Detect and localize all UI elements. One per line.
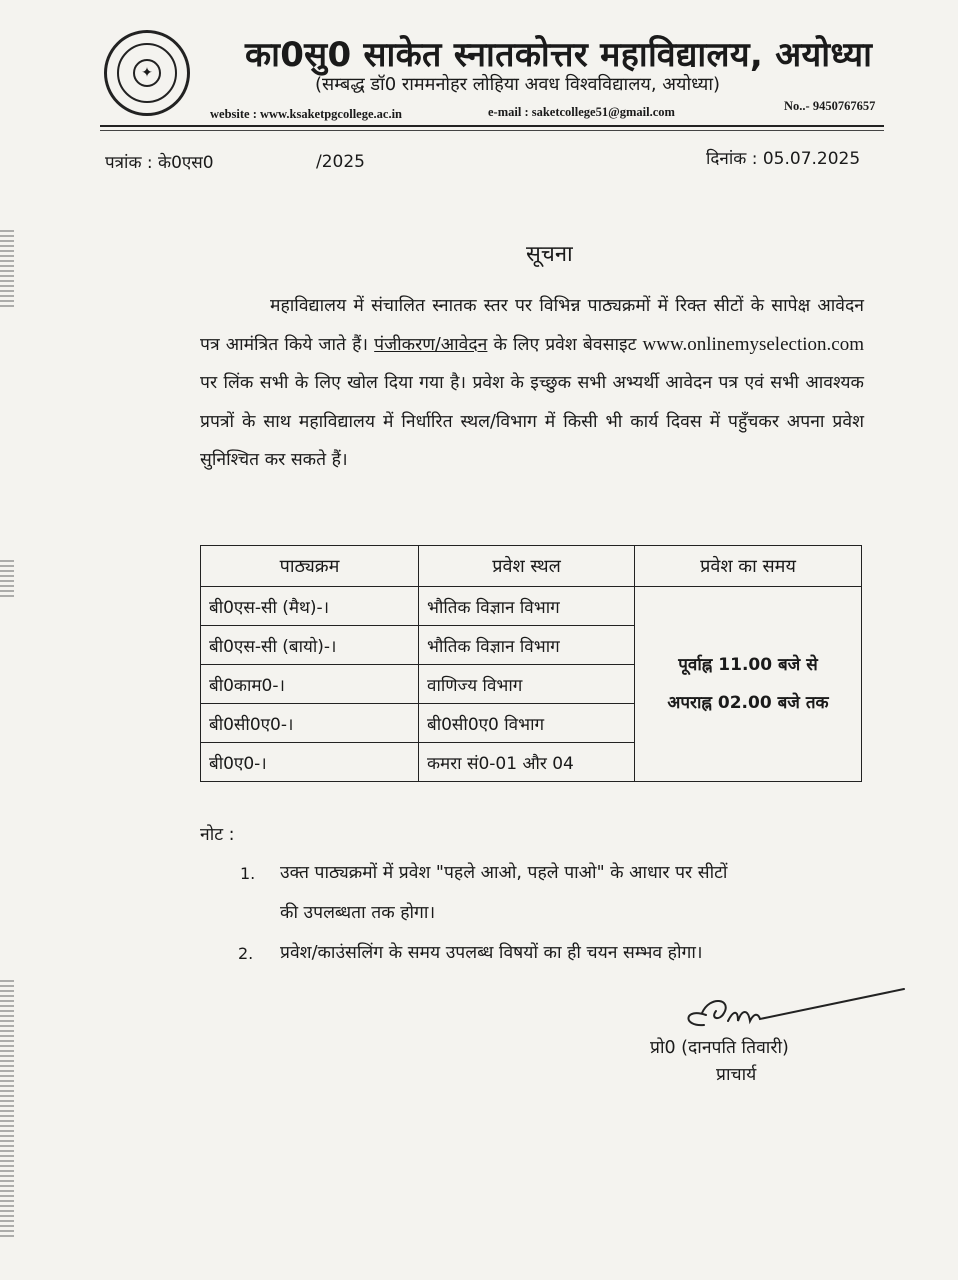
course-cell: बी0काम0-। — [201, 665, 419, 704]
scan-edge-mark — [0, 560, 14, 600]
venue-cell: कमरा सं0-01 और 04 — [419, 743, 635, 782]
reference-number: पत्रांक : के0एस0 — [105, 153, 214, 173]
paragraph-text: महाविद्यालय में संचालित स्नातक स्तर पर विभिन्न पाठ्यक्रमों में रिक्त सीटों के सापेक्ष आवेदन पत्र आमंत्रित किये जाते हैं। — [200, 296, 864, 355]
venue-cell: वाणिज्य विभाग — [419, 665, 635, 704]
affiliation: (सम्बद्ध डॉ0 राममनोहर लोहिया अवध विश्वविद्यालय, अयोध्या) — [315, 74, 721, 95]
course-cell: बी0एस-सी (बायो)-। — [201, 626, 419, 665]
note-number: 2. — [238, 944, 254, 963]
notice-paragraph — [200, 287, 864, 480]
paragraph-text: पर लिंक सभी के लिए खोल दिया गया है। प्रवेश के इच्छुक सभी अभ्यर्थी आवेदन पत्र एवं सभी आवश्यक प्रपत्रों के साथ महाविद्यालय में निर्धारित स्थल/विभाग में किसी भी कार्य दिवस में पहुँचकर अपना प्रवेश सुनिश्चित कर सकते हैं। — [200, 373, 864, 470]
course-cell: बी0एस-सी (मैथ)-। — [201, 587, 419, 626]
principal-designation: प्राचार्य — [716, 1065, 757, 1085]
venue-cell: भौतिक विज्ञान विभाग — [419, 626, 635, 665]
college-seal-logo: ✦ — [104, 30, 190, 116]
phone-number: No..- 9450767657 — [784, 99, 876, 113]
registration-underlined: पंजीकरण/आवेदन — [374, 334, 488, 355]
column-header-course: पाठ्यक्रम — [201, 546, 419, 587]
course-cell: बी0ए0-। — [201, 743, 419, 782]
time-cell — [635, 587, 862, 782]
venue-cell: भौतिक विज्ञान विभाग — [419, 587, 635, 626]
note-text: प्रवेश/काउंसलिंग के समय उपलब्ध विषयों का ही चयन सम्भव होगा। — [280, 943, 703, 963]
notice-title: सूचना — [526, 242, 573, 267]
table-row — [201, 587, 862, 626]
column-header-time: प्रवेश का समय — [635, 546, 862, 587]
venue-cell: बी0सी0ए0 विभाग — [419, 704, 635, 743]
reference-year: /2025 — [316, 152, 365, 172]
paragraph-text: के लिए प्रवेश बेवसाइट — [493, 334, 637, 355]
website: website : www.ksaketpgcollege.ac.in — [210, 107, 402, 121]
time-start: पूर्वाह्न 11.00 बजे से — [678, 655, 818, 675]
course-cell: बी0सी0ए0-। — [201, 704, 419, 743]
email: e-mail : saketcollege51@gmail.com — [488, 105, 675, 119]
note-text: उक्त पाठ्यक्रमों में प्रवेश "पहले आओ, पहले पाओ" के आधार पर सीटों — [280, 863, 728, 883]
principal-name: प्रो0 (दानपति तिवारी) — [650, 1038, 789, 1058]
admission-schedule-table — [200, 545, 862, 782]
header-rule — [100, 130, 884, 131]
time-end: अपराह्न 02.00 बजे तक — [667, 693, 829, 713]
scan-edge-mark — [0, 980, 14, 1240]
scan-edge-mark — [0, 230, 14, 310]
note-number: 1. — [240, 864, 256, 883]
note-text: की उपलब्धता तक होगा। — [280, 903, 436, 923]
notes-label: नोट : — [200, 825, 235, 845]
table-header-row — [201, 546, 862, 587]
college-name: का0सु0 साकेत स्नातकोत्तर महाविद्यालय, अयोध्या — [245, 35, 873, 75]
column-header-venue: प्रवेश स्थल — [419, 546, 635, 587]
header-rule — [100, 125, 884, 127]
letter-date: दिनांक : 05.07.2025 — [706, 149, 861, 169]
admission-website-link: www.onlinemyselection.com — [642, 333, 864, 355]
